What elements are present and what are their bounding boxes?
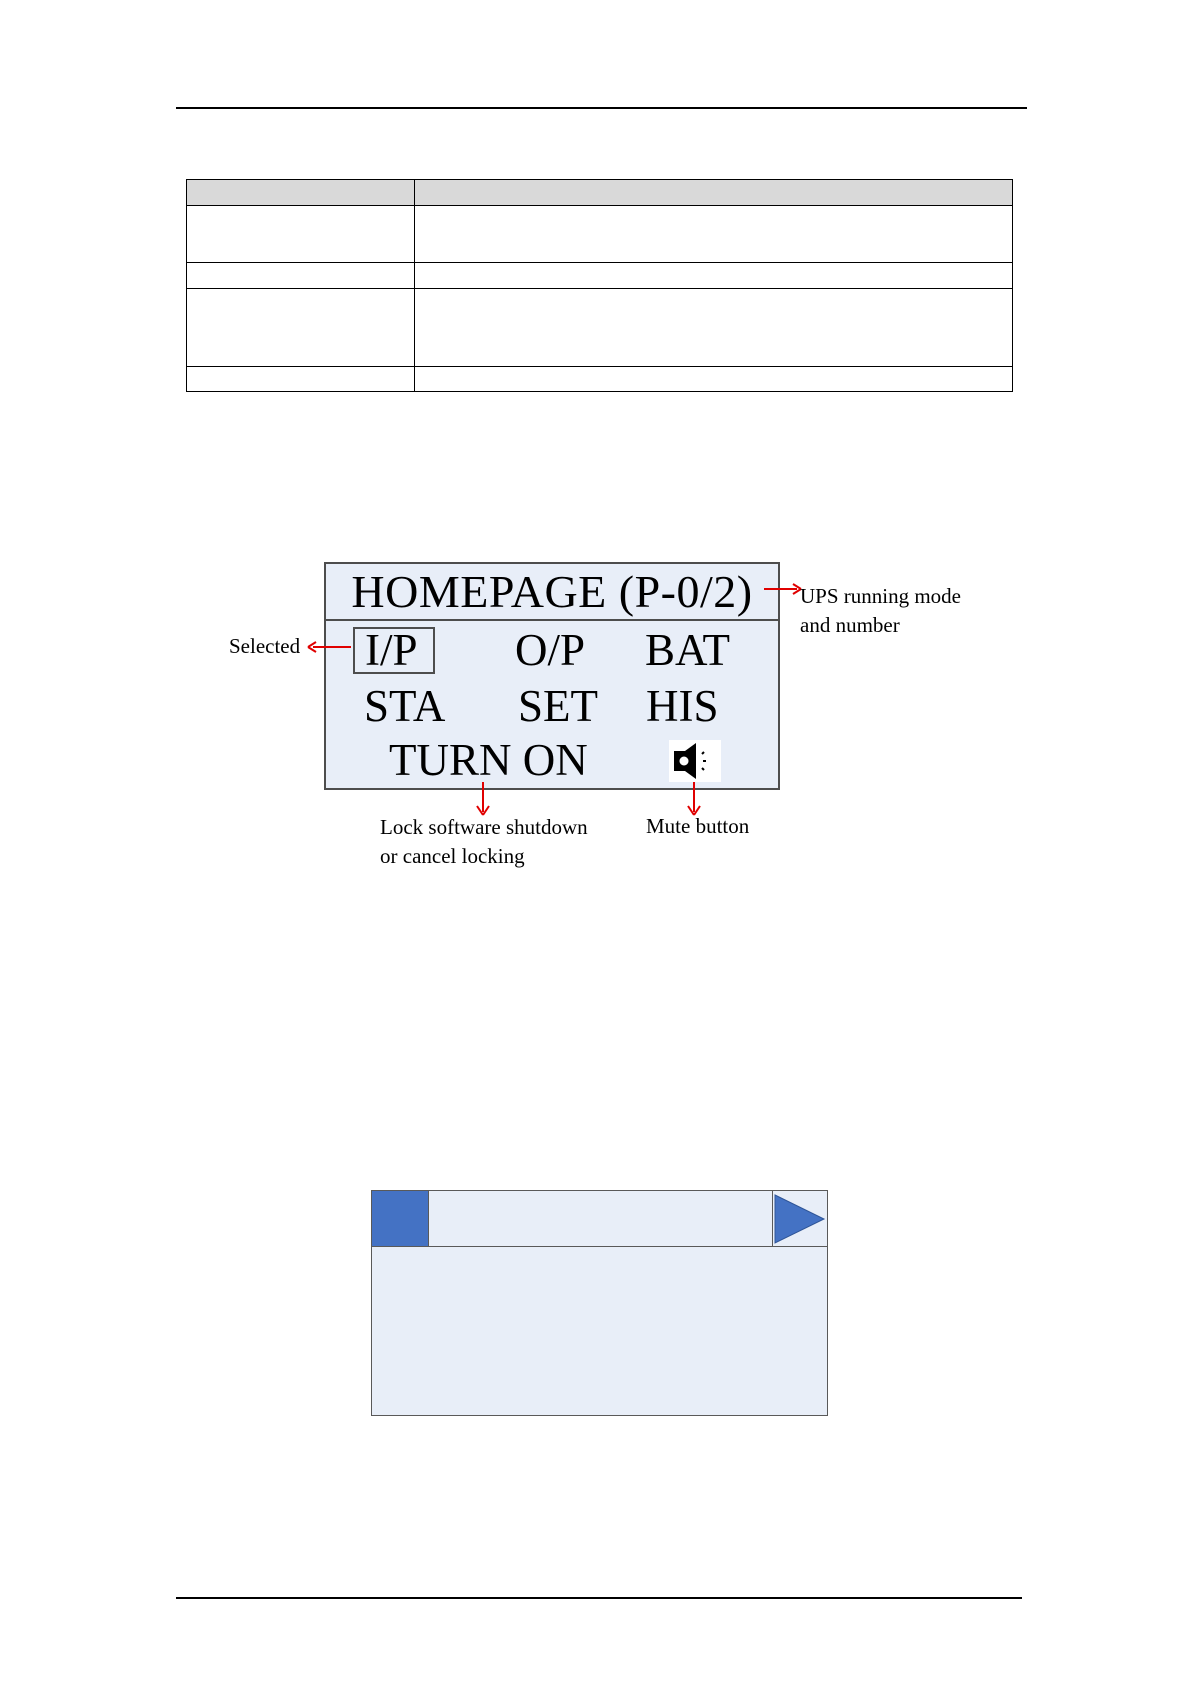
mute-button-label: Mute button [646, 814, 750, 838]
menu-item-op[interactable]: O/P [515, 625, 586, 675]
ups-mode-label-line1: UPS running mode [800, 584, 962, 608]
menu-item-ip[interactable]: I/P [365, 625, 418, 675]
footer-rule [176, 1597, 1022, 1599]
turn-on-button[interactable]: TURN ON [389, 735, 588, 785]
table-row-divider [187, 288, 1012, 289]
table-row-divider [187, 262, 1012, 263]
blue-square-icon [372, 1191, 429, 1246]
lcd-title: HOMEPAGE (P-0/2) [326, 564, 778, 621]
lock-label-line2: or cancel locking [380, 844, 525, 868]
lcd-homepage-screen [324, 562, 780, 790]
menu-item-set[interactable]: SET [518, 681, 599, 731]
lock-label-line1: Lock software shutdown [380, 815, 588, 839]
menu-item-sta[interactable]: STA [364, 681, 446, 731]
arrow-right-icon [764, 582, 802, 596]
table-row-divider [187, 366, 1012, 367]
header-rule [176, 107, 1027, 109]
table-header-row [187, 180, 1012, 206]
play-arrow-icon[interactable] [773, 1192, 827, 1246]
blank-lcd-screen [371, 1190, 828, 1416]
arrow-down-icon [685, 782, 703, 816]
menu-item-his[interactable]: HIS [646, 681, 719, 731]
speaker-icon[interactable] [669, 740, 721, 782]
screen-top-bar [372, 1191, 827, 1247]
table-column-divider [414, 180, 415, 391]
arrow-down-icon [474, 782, 492, 816]
arrow-left-icon [307, 640, 351, 654]
selected-label: Selected [229, 634, 301, 658]
menu-item-bat[interactable]: BAT [645, 625, 731, 675]
ups-mode-label-line2: and number [800, 613, 900, 637]
blank-table [186, 179, 1013, 392]
